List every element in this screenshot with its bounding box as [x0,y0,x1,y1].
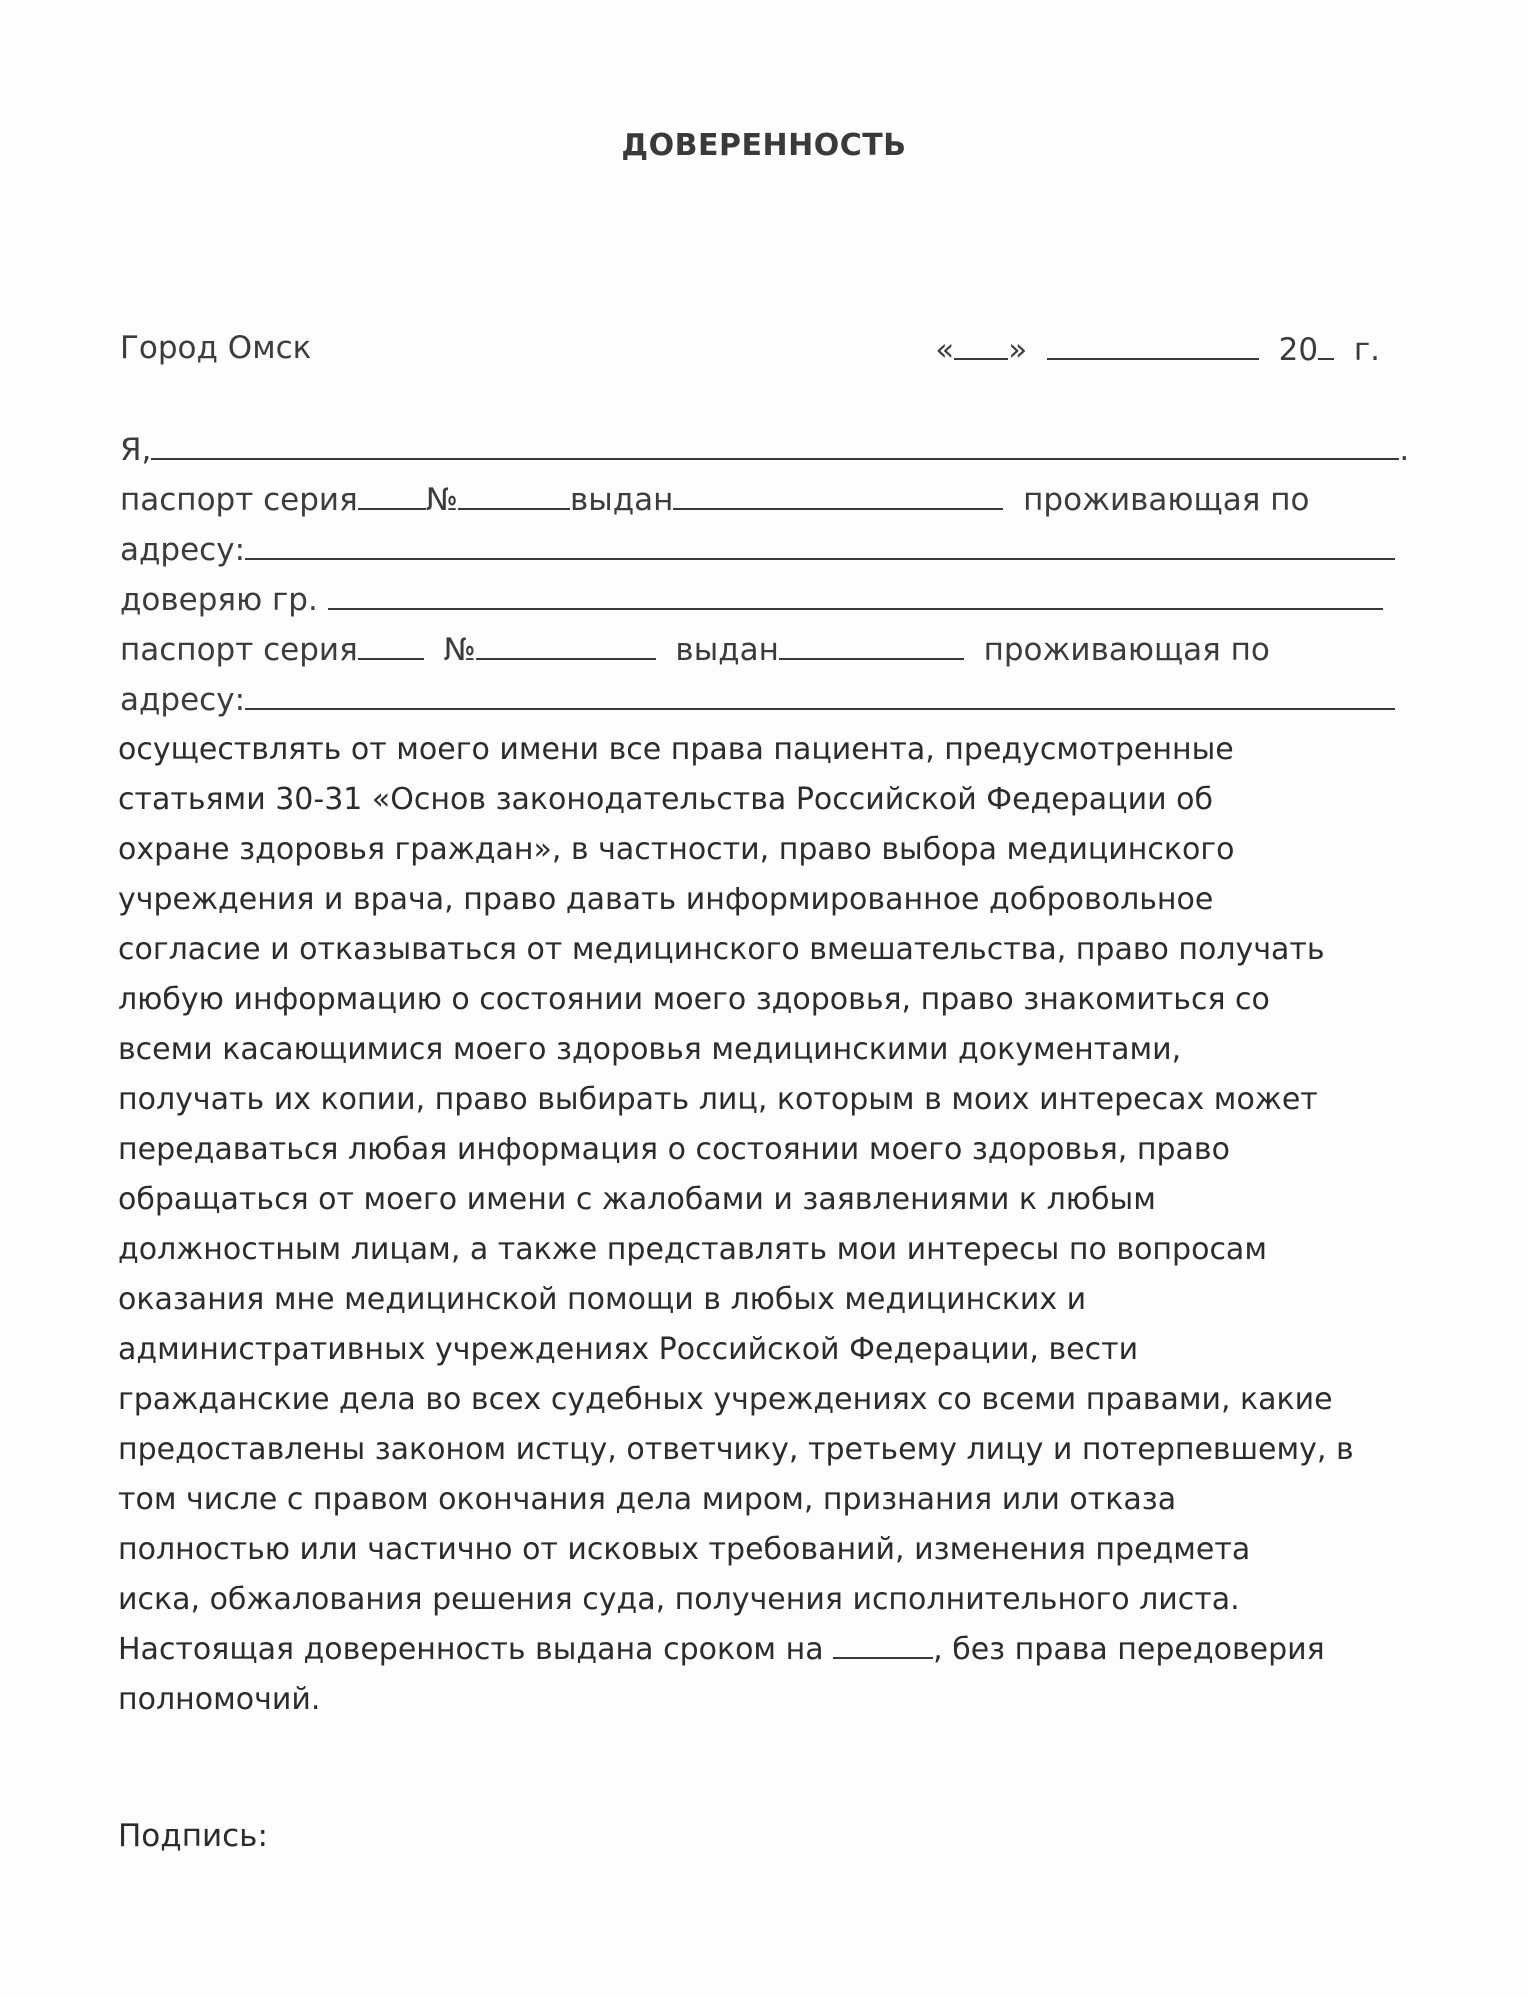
principal-series-blank[interactable] [358,478,426,510]
body-line: том числе с правом окончания дела миром, признания или отказа [118,1482,1177,1517]
attorney-number-blank[interactable] [476,628,656,660]
body-line: учреждения и врача, право давать информированное добровольное [118,882,1214,917]
body-line: всеми касающимися моего здоровья медицинскими документами, [118,1032,1182,1067]
principal-address-blank[interactable] [245,528,1395,560]
ya-label: Я, [120,432,152,468]
attorney-passport-row [120,628,1410,670]
number-label: № [443,632,476,668]
number-label: № [425,482,458,518]
trust-label: доверяю гр. [120,582,318,618]
principal-issued-blank[interactable] [673,478,1003,510]
principal-name-blank[interactable] [151,428,1399,460]
document-body [118,725,1418,1725]
attorney-name-blank[interactable] [328,578,1383,610]
residing-label: проживающая по [983,632,1270,668]
attorney-address-row [120,678,1410,720]
residing-label: проживающая по [1023,482,1310,518]
day-blank[interactable] [954,328,1008,360]
principal-passport-row [120,478,1410,520]
attorney-address-blank[interactable] [245,678,1395,710]
term-blank[interactable] [833,1629,933,1659]
term-line: Настоящая доверенность выдана сроком на , без права передоверия [118,1625,1418,1675]
body-line: полностью или частично от исковых требований, изменения предмета [118,1532,1251,1567]
body-line: иска, обжалования решения суда, получения исполнительного листа. [118,1582,1240,1617]
passport-series-label: паспорт серия [120,482,358,518]
principal-address-row [120,528,1410,570]
body-line: передаваться любая информация о состоянии моего здоровья, право [118,1132,1230,1167]
date-field[interactable]: « » 20 г. [935,328,1380,370]
year-blank[interactable] [1318,328,1334,360]
month-blank[interactable] [1047,328,1259,360]
body-line: согласие и отказываться от медицинского вмешательства, право получать [118,932,1325,967]
body-line: статьями 30-31 «Основ законодательства Российской Федерации об [118,782,1213,817]
body-line: любую информацию о состоянии моего здоровья, право знакомиться со [118,982,1270,1017]
body-line: обращаться от моего имени с жалобами и заявлениями к любым [118,1182,1156,1217]
address-label: адресу: [120,532,246,568]
signature-label: Подпись: [118,1818,268,1854]
body-line: полномочий. [118,1682,321,1717]
body-line: административных учреждениях Российской Федерации, вести [118,1332,1139,1367]
body-line: должностным лицам, а также представлять мои интересы по вопросам [118,1232,1267,1267]
body-line: осуществлять от моего имени все права пациента, предусмотренные [118,732,1234,767]
city-label: Город Омск [120,330,312,366]
body-line: оказания мне медицинской помощи в любых медицинских и [118,1282,1087,1317]
attorney-series-blank[interactable] [358,628,424,660]
body-line: гражданские дела во всех судебных учреждениях со всеми правами, какие [118,1382,1333,1417]
address-label: адресу: [120,682,246,718]
attorney-name-row [120,578,1410,620]
issued-label: выдан [569,482,674,518]
passport-series-label: паспорт серия [120,632,358,668]
body-line: получать их копии, право выбирать лиц, которым в моих интересах может [118,1082,1318,1117]
issued-label: выдан [675,632,779,668]
body-line: предоставлены законом истцу, ответчику, третьему лицу и потерпевшему, в [118,1432,1354,1467]
body-line: охране здоровья граждан», в частности, право выбора медицинского [118,832,1235,867]
principal-number-blank[interactable] [458,478,570,510]
document-title: ДОВЕРЕННОСТЬ [621,128,907,163]
principal-name-row: Я, . [120,428,1410,470]
attorney-issued-blank[interactable] [779,628,964,660]
